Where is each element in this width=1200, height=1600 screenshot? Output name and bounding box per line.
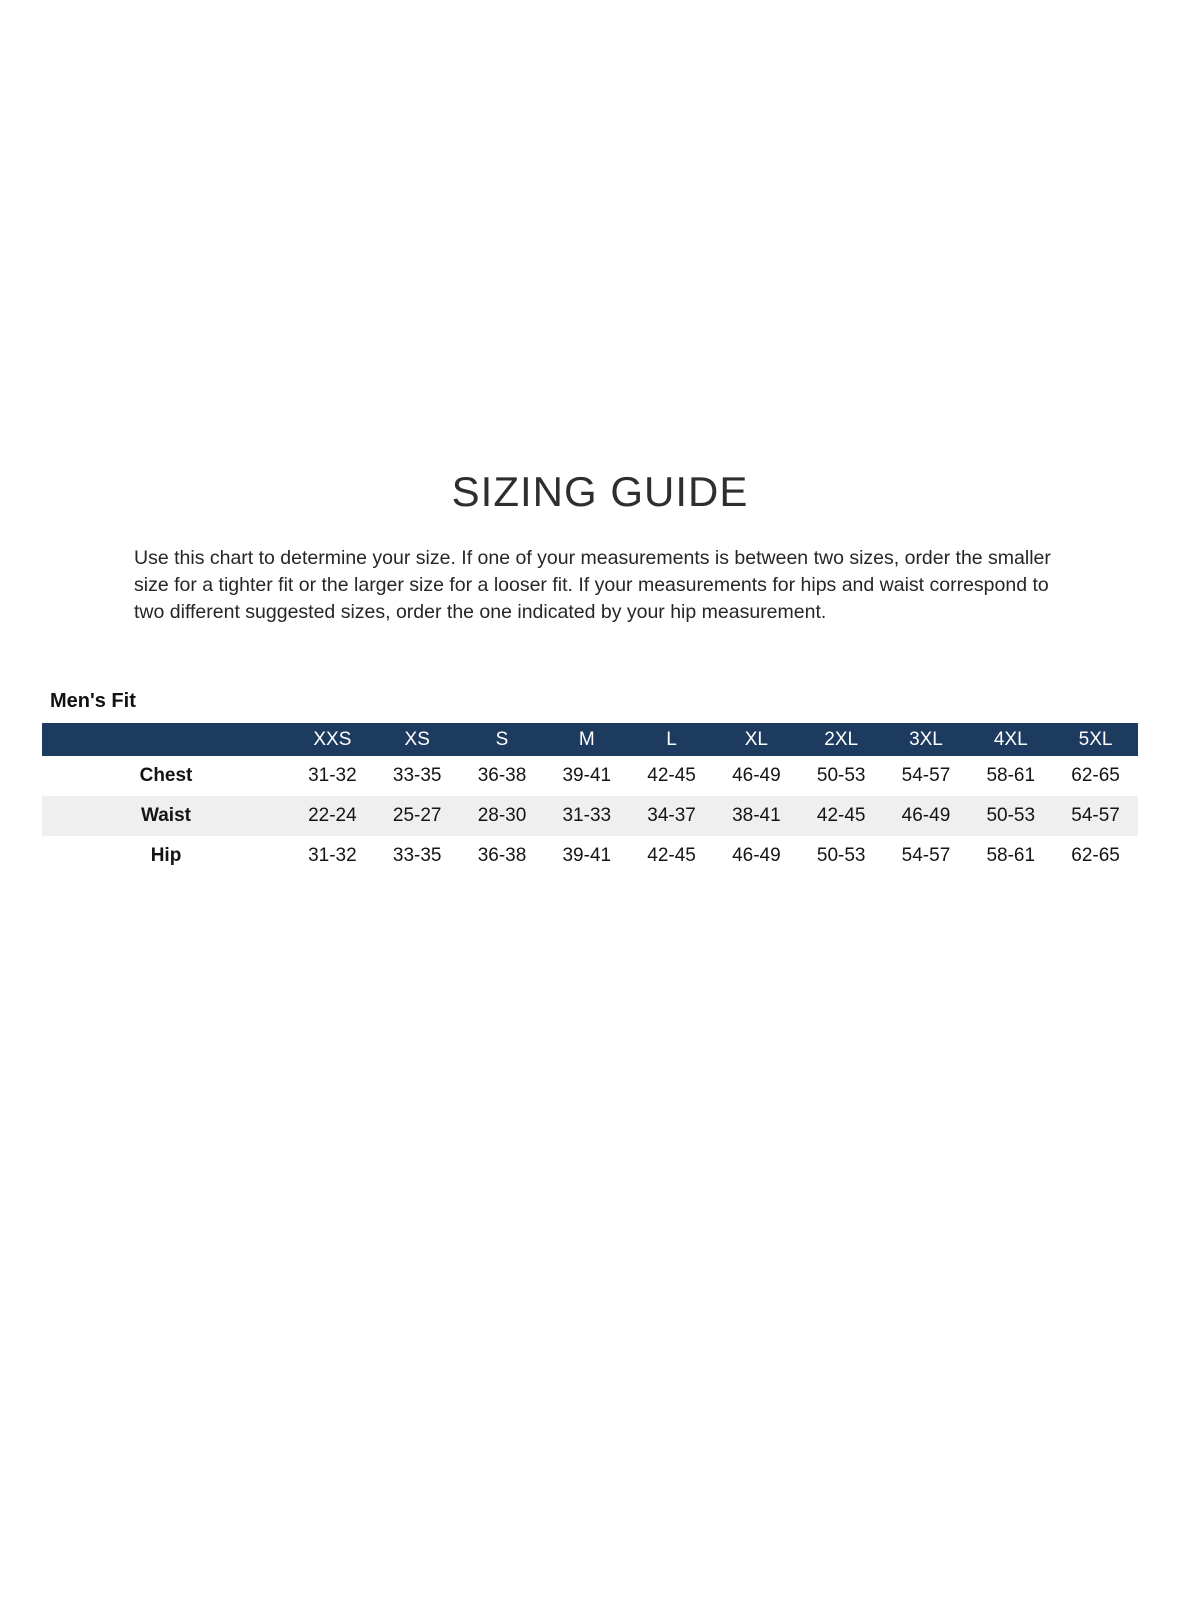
table-cell: 34-37 (647, 805, 696, 826)
size-table-header-row (42, 723, 1138, 756)
table-cell: 31-32 (308, 765, 357, 786)
table-cell: 54-57 (901, 765, 951, 786)
table-cell: 22-24 (308, 805, 357, 826)
table-cell: 31-32 (308, 845, 357, 866)
table-cell: 31-33 (562, 805, 612, 826)
table-cell: 25-27 (392, 805, 442, 826)
table-cell: 62-65 (1071, 765, 1120, 786)
size-header-4xl: 4XL (968, 723, 1053, 756)
size-header-2xl: 2XL (799, 723, 884, 756)
table-cell: 50-53 (816, 765, 866, 786)
header-corner-cell (42, 723, 290, 756)
table-cell: 58-61 (986, 845, 1036, 866)
table-row-chest (42, 756, 1138, 796)
table-cell: 38-41 (732, 805, 781, 826)
size-header-5xl: 5XL (1053, 723, 1138, 756)
table-cell: 54-57 (901, 845, 951, 866)
table-row-hip (42, 836, 1138, 876)
size-header-3xl: 3XL (884, 723, 969, 756)
table-cell: 42-45 (816, 805, 866, 826)
table-cell: 50-53 (986, 805, 1036, 826)
table-cell: 54-57 (1071, 805, 1120, 826)
table-cell: 39-41 (562, 845, 612, 866)
size-header-xl: XL (714, 723, 799, 756)
table-cell: 33-35 (392, 765, 442, 786)
table-cell: 42-45 (647, 765, 696, 786)
table-cell: 46-49 (901, 805, 951, 826)
section-label-mens-fit: Men's Fit (50, 690, 136, 712)
size-header-s: S (460, 723, 545, 756)
page-title: SIZING GUIDE (451, 468, 749, 515)
row-label-waist: Waist (141, 805, 191, 826)
table-cell: 42-45 (647, 845, 696, 866)
intro-text: Use this chart to determine your size. If one of your measurements is between two sizes, order the smaller size for a tighter fit or the larger size for a looser fit. If your measurements for hips and waist correspond to two different suggested sizes, order the one indicated by your hip measurement. (134, 547, 1051, 623)
table-cell: 36-38 (477, 845, 527, 866)
table-cell: 33-35 (392, 845, 442, 866)
table-cell: 58-61 (986, 765, 1036, 786)
table-cell: 50-53 (816, 845, 866, 866)
table-row-waist (42, 796, 1138, 836)
table-cell: 36-38 (477, 765, 527, 786)
size-header-xxs: XXS (290, 723, 375, 756)
size-table (42, 723, 1138, 876)
table-cell: 62-65 (1071, 845, 1120, 866)
table-cell: 39-41 (562, 765, 612, 786)
row-label-chest: Chest (139, 765, 193, 786)
table-cell: 46-49 (732, 845, 781, 866)
table-cell: 46-49 (732, 765, 781, 786)
size-header-m: M (544, 723, 629, 756)
size-header-xs: XS (375, 723, 460, 756)
row-label-hip: Hip (150, 845, 182, 866)
size-header-l: L (629, 723, 714, 756)
table-cell: 28-30 (477, 805, 527, 826)
